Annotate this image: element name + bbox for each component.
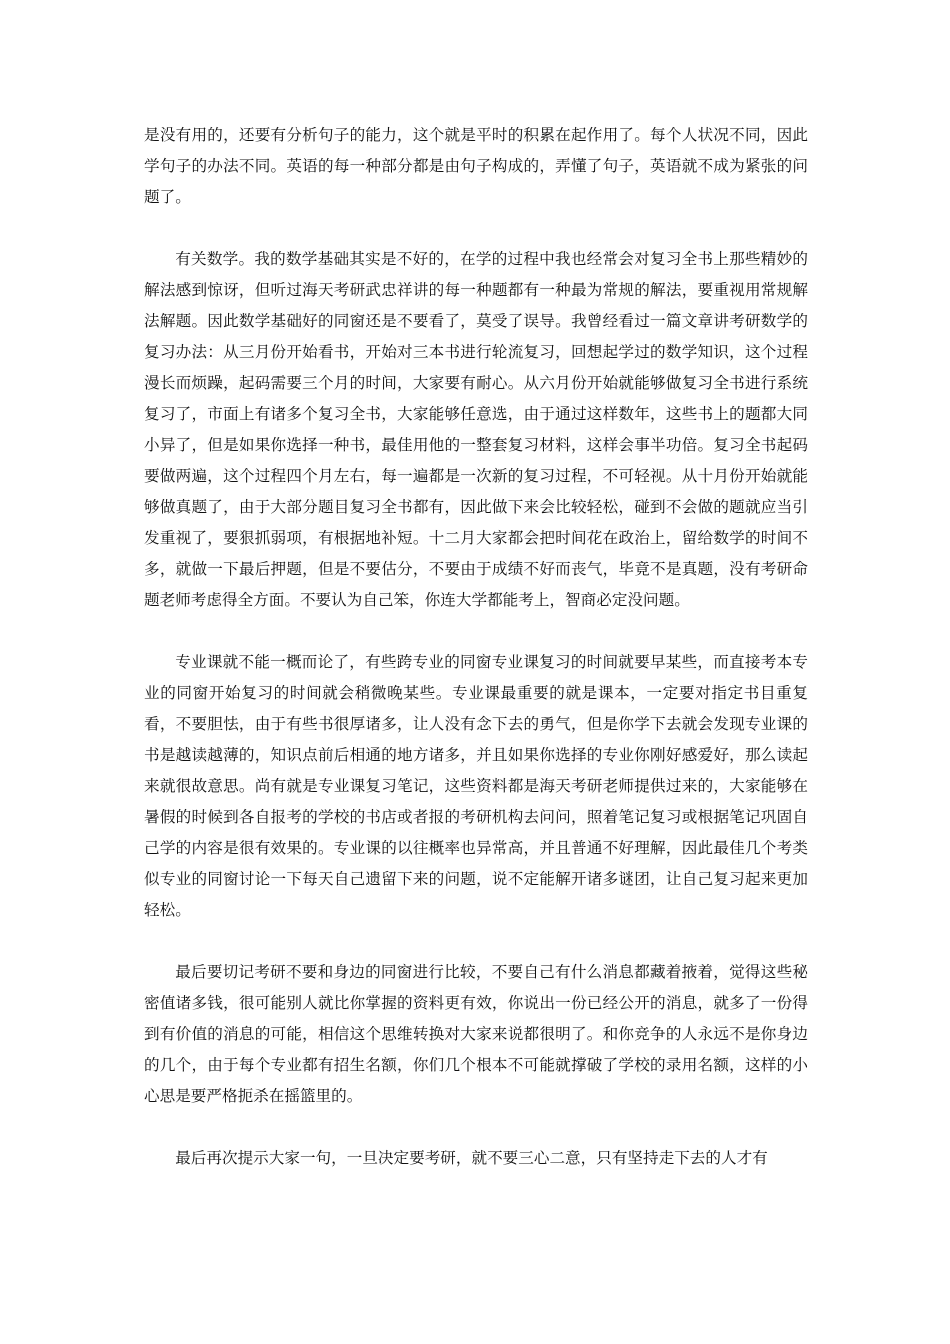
- paragraph-final-reminder: 最后再次提示大家一句，一旦决定要考研，就不要三心二意，只有坚持走下去的人才有: [175, 1149, 768, 1167]
- paragraph-mathematics: 有关数学。我的数学基础其实是不好的，在学的过程中我也经常会对复习全书上那些精妙的解法感到惊讶，但听过海天考研武忠祥讲的每一种题都有一种最为常规的解法，要重视用常规解法解题。因此数学基础好的同窗还是不要看了，莫受了误导。我曾经看过一篇文章讲考研数学的复习办法：从三月份开始看书，开始对三本书进行轮流复习，回想起学过的数学知识，这个过程漫长而烦躁，起码需要三个月的时间，大家要有耐心。从六月份开始就能够做复习全书进行系统复习了，市面上有诸多个复习全书，大家能够任意选，由于通过这样数年，这些书上的题都大同小异了，但是如果你选择一种书，最佳用他的一整套复习材料，这样会事半功倍。复习全书起码要做两遍，这个过程四个月左右，每一遍都是一次新的复习过程，不可轻视。从十月份开始就能够做真题了，由于大部分题目复习全书都有，因此做下来会比较轻松，碰到不会做的题就应当引发重视了，要狠抓弱项，有根据地补短。十二月大家都会把时间花在政治上，留给数学的时间不多，就做一下最后押题，但是不要估分，不要由于成绩不好而丧气，毕竟不是真题，没有考研命题老师考虑得全方面。不要认为自己笨，你连大学都能考上，智商必定没问题。: [144, 250, 808, 609]
- paragraph-avoid-comparison: 最后要切记考研不要和身边的同窗进行比较，不要自己有什么消息都藏着掖着，觉得这些秘密值诸多钱，很可能别人就比你掌握的资料更有效，你说出一份已经公开的消息，就多了一份得到有价值的消息的可能，相信这个思维转换对大家来说都很明了。和你竞争的人永远不是你身边的几个，由于每个专业都有招生名额，你们几个根本不可能就撑破了学校的录用名额，这样的小心思是要严格扼杀在摇篮里的。: [144, 963, 808, 1105]
- paragraph-specialized-courses: 专业课就不能一概而论了，有些跨专业的同窗专业课复习的时间就要早某些，而直接考本专业的同窗开始复习的时间就会稍微晚某些。专业课最重要的就是课本，一定要对指定书目重复看，不要胆怯，由于有些书很厚诸多，让人没有念下去的勇气，但是你学下去就会发现专业课的书是越读越薄的，知识点前后相通的地方诸多，并且如果你选择的专业你刚好感爱好，那么读起来就很故意思。尚有就是专业课复习笔记，这些资料都是海天考研老师提供过来的，大家能够在暑假的时候到各自报考的学校的书店或者报的考研机构去问问，照着笔记复习或根据笔记巩固自己学的内容是很有效果的。专业课的以往概率也异常高，并且普通不好理解，因此最佳几个考类似专业的同窗讨论一下每天自己遗留下来的问题，说不定能解开诸多谜团，让自己复习起来更加轻松。: [144, 653, 808, 919]
- paragraph-english-conclusion: 是没有用的，还要有分析句子的能力，这个就是平时的积累在起作用了。每个人状况不同，因此学句子的办法不同。英语的每一种部分都是由句子构成的，弄懂了句子，英语就不成为紧张的问题了。: [144, 126, 808, 206]
- document-body: [144, 120, 808, 1174]
